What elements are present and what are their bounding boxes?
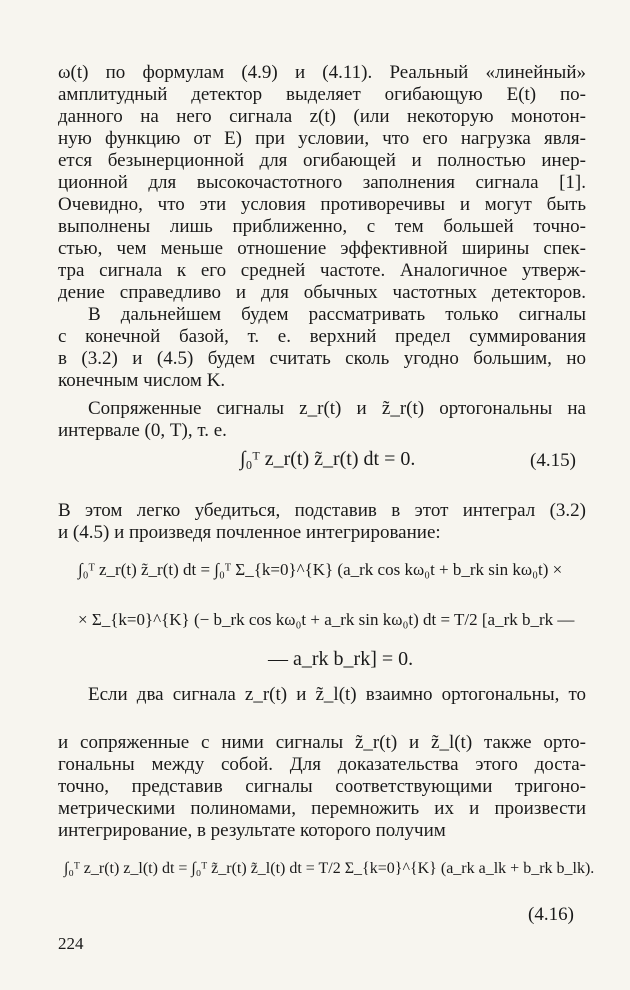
text-line: данного на него сигнала z(t) (или некоторую монотон- xyxy=(58,106,586,127)
equation-4-15: ∫₀ᵀ z_r(t) z̃_r(t) dt = 0. xyxy=(240,448,416,470)
text-line: стью, чем меньше отношение эффективной ширины спек- xyxy=(58,238,586,259)
text-line: тра сигнала к его средней частоте. Аналогичное утверж- xyxy=(58,260,586,281)
text-line: ется безынерционной для огибающей и полностью инер- xyxy=(58,150,586,171)
text-line: дение справедливо и для обычных частотных детекторов. xyxy=(58,282,586,303)
text-line: Если два сигнала z_r(t) и z̃_l(t) взаимно ортогональны, то xyxy=(88,684,586,705)
text-line: ω(t) по формулам (4.9) и (4.11). Реальный «линейный» xyxy=(58,62,586,83)
text-line: В этом легко убедиться, подставив в этот интеграл (3.2) xyxy=(58,500,586,521)
equation-number: (4.15) xyxy=(530,450,576,471)
equation-number: (4.16) xyxy=(528,904,574,925)
text-line: Очевидно, что эти условия противоречивы и могут быть xyxy=(58,194,586,215)
text-line: с конечной базой, т. е. верхний предел суммирования xyxy=(58,326,586,347)
equation-expansion-line1: ∫₀ᵀ z_r(t) z̃_r(t) dt = ∫₀ᵀ Σ_{k=0}^{K} (a_rk cos kω₀t + b_rk sin kω₀t) × xyxy=(78,560,563,579)
text-line: интервале (0, T), т. е. xyxy=(58,420,227,441)
text-line: точно, представив сигналы соответствующими тригоно- xyxy=(58,776,586,797)
text-line: выполнены лишь приближенно, с тем большей точно- xyxy=(58,216,586,237)
text-line: и (4.5) и произведя почленное интегрирование: xyxy=(58,522,441,543)
text-line: ционной для высокочастотного заполнения сигнала [1]. xyxy=(58,172,586,193)
text-line: метрическими полиномами, перемножить их и произвести xyxy=(58,798,586,819)
text-line: амплитудный детектор выделяет огибающую E(t) по- xyxy=(58,84,586,105)
page-number: 224 xyxy=(58,934,84,953)
text-line: гональны между собой. Для доказательства этого доста- xyxy=(58,754,586,775)
equation-expansion-line3: — a_rk b_rk] = 0. xyxy=(268,648,414,670)
text-line: ную функцию от E) при условии, что его нагрузка явля- xyxy=(58,128,586,149)
text-line: В дальнейшем будем рассматривать только сигналы xyxy=(88,304,586,325)
text-line: конечным числом K. xyxy=(58,370,226,391)
text-line: и сопряженные с ними сигналы z̃_r(t) и z̃_l(t) также орто- xyxy=(58,732,586,753)
equation-expansion-line2: × Σ_{k=0}^{K} (− b_rk cos kω₀t + a_rk sin kω₀t) dt = T/2 [a_rk b_rk — xyxy=(78,610,575,629)
text-line: Сопряженные сигналы z_r(t) и z̃_r(t) ортогональны на xyxy=(88,398,586,419)
equation-4-16: ∫₀ᵀ z_r(t) z_l(t) dt = ∫₀ᵀ z̃_r(t) z̃_l(t) dt = T/2 Σ_{k=0}^{K} (a_rk a_lk + b_rk b_lk). xyxy=(64,860,595,877)
text-line: интегрирование, в результате которого получим xyxy=(58,820,446,841)
text-line: в (3.2) и (4.5) будем считать сколь угодно большим, но xyxy=(58,348,586,369)
